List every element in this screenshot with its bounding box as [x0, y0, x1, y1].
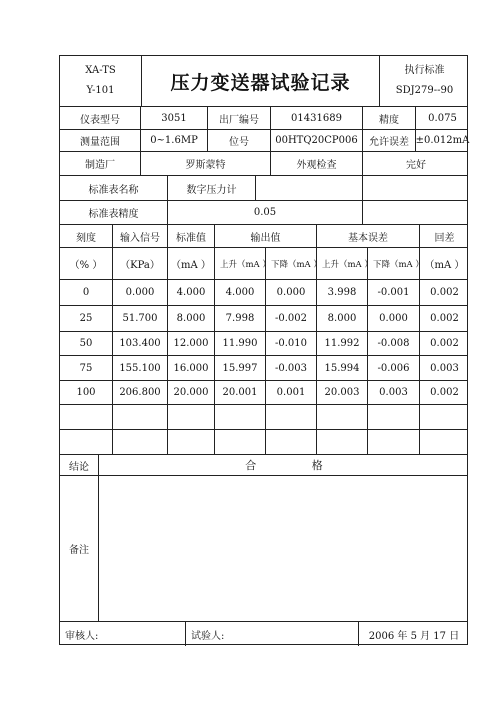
- cell-error-down: -0.001: [367, 280, 419, 305]
- cell-hyst: 0.002: [419, 381, 469, 404]
- std-name-row: [60, 175, 467, 200]
- std-acc-row: [60, 200, 467, 224]
- standard-cell: [379, 56, 469, 106]
- accuracy-value: 0.075: [415, 107, 469, 129]
- info-row-maker: [60, 151, 467, 175]
- cell-error-down: -0.006: [367, 356, 419, 380]
- unit-hyst: （mA ）: [419, 248, 469, 279]
- standard-value: SDJ279--90: [395, 85, 454, 96]
- cell-error-up: 3.998: [316, 280, 367, 305]
- unit-error-up: 上升（mA ）: [316, 248, 367, 279]
- col-input-header: 输入信号: [112, 225, 167, 247]
- unit-error-down: 下降（mA ）: [367, 248, 419, 279]
- col-output-header: 输出值: [214, 225, 316, 247]
- accuracy-label: 精度: [362, 107, 415, 129]
- cell-std: 12.000: [167, 332, 214, 355]
- cell-input: 51.700: [112, 306, 167, 331]
- table-row-blank: [60, 429, 467, 454]
- cell-hyst: 0.003: [419, 356, 469, 380]
- footer-row: [60, 621, 467, 646]
- cell-output-up: 7.998: [214, 306, 265, 331]
- cell-hyst: 0.002: [419, 280, 469, 305]
- remarks-content: [98, 476, 469, 621]
- cell-std: 16.000: [167, 356, 214, 380]
- cell-hyst: 0.002: [419, 332, 469, 355]
- cell-std: 8.000: [167, 306, 214, 331]
- col-error-header: 基本误差: [316, 225, 419, 247]
- table-row: [60, 279, 467, 305]
- table-row-blank: [60, 404, 467, 429]
- cell-output-down: 0.000: [265, 280, 316, 305]
- serial-value: 01431689: [270, 107, 362, 129]
- appearance-label: 外观检查: [270, 152, 362, 175]
- table-units-row: [60, 247, 467, 279]
- cell-error-up: 8.000: [316, 306, 367, 331]
- reviewer-label: 审核人:: [65, 630, 99, 642]
- cell-error-up: 20.003: [316, 381, 367, 404]
- cell-error-down: 0.003: [367, 381, 419, 404]
- cell-input: 206.800: [112, 381, 167, 404]
- serial-label: 出厂编号: [207, 107, 270, 129]
- cell-output-up: 11.990: [214, 332, 265, 355]
- conclusion-value: 合 格: [98, 455, 469, 475]
- conclusion-row: [60, 454, 467, 475]
- unit-scale: （% ）: [69, 260, 103, 271]
- cell-output-down: 0.001: [265, 381, 316, 404]
- table-header-row: [60, 224, 467, 247]
- table-row: [60, 355, 467, 380]
- cell-error-up: 11.992: [316, 332, 367, 355]
- tolerance-label: 允许误差: [362, 130, 415, 151]
- conclusion-label: 结论: [69, 461, 89, 473]
- doc-code-line2: Y-101: [86, 85, 115, 96]
- col-std-header: 标准值: [167, 225, 214, 247]
- cell-output-down: -0.010: [265, 332, 316, 355]
- info-row-model: [60, 106, 467, 129]
- range-label: 测量范围: [80, 137, 120, 148]
- col-scale-header: 刻度: [76, 232, 96, 244]
- table-row: [60, 331, 467, 355]
- table-row: [60, 380, 467, 404]
- unit-std: （mA ）: [167, 248, 214, 279]
- doc-code: [60, 56, 141, 106]
- cell-output-down: -0.003: [265, 356, 316, 380]
- cell-scale: 0: [82, 287, 90, 298]
- appearance-value: 完好: [362, 152, 469, 175]
- remarks-label: 备注: [69, 545, 89, 556]
- std-name-blank-2: [362, 176, 469, 200]
- remarks-row: [60, 475, 467, 621]
- std-acc-value: 0.05: [167, 201, 362, 224]
- std-acc-blank: [362, 201, 469, 224]
- cell-input: 0.000: [112, 280, 167, 305]
- cell-error-up: 15.994: [316, 356, 367, 380]
- model-label: 仪表型号: [80, 114, 120, 126]
- cell-hyst: 0.002: [419, 306, 469, 331]
- cell-error-down: -0.008: [367, 332, 419, 355]
- unit-output-down: 下降（mA ）: [265, 248, 316, 279]
- cell-output-up: 4.000: [214, 280, 265, 305]
- cell-error-down: 0.000: [367, 306, 419, 331]
- page-title: 压力变送器试验记录: [141, 56, 379, 106]
- model-value: 3051: [140, 107, 207, 129]
- col-hyst-header: 回差: [419, 225, 469, 247]
- standard-label: 执行标准: [404, 65, 445, 76]
- std-acc-label: 标准表精度: [88, 209, 139, 220]
- cell-output-up: 20.001: [214, 381, 265, 404]
- doc-code-line1: XA-TS: [85, 65, 116, 76]
- cell-input: 103.400: [112, 332, 167, 355]
- position-value: 00HTQ20CP006: [270, 130, 362, 151]
- cell-std: 20.000: [167, 381, 214, 404]
- maker-label: 制造厂: [85, 160, 115, 171]
- cell-scale: 25: [79, 313, 93, 324]
- position-label: 位号: [207, 130, 270, 151]
- cell-input: 155.100: [112, 356, 167, 380]
- unit-output-up: 上升（mA ）: [214, 248, 265, 279]
- cell-scale: 100: [76, 387, 96, 398]
- cell-scale: 75: [79, 362, 93, 374]
- table-row: [60, 305, 467, 331]
- test-record-form: [59, 55, 468, 645]
- std-name-label: 标准表名称: [88, 184, 139, 196]
- cell-output-down: -0.002: [265, 306, 316, 331]
- std-name-value: 数字压力计: [167, 176, 255, 200]
- cell-scale: 50: [79, 338, 93, 349]
- cell-output-up: 15.997: [214, 356, 265, 380]
- header-row: [60, 56, 467, 106]
- tester-label: 试验人:: [185, 622, 358, 646]
- cell-std: 4.000: [167, 280, 214, 305]
- record-date: 2006 年 5 月 17 日: [358, 622, 469, 646]
- info-row-range: [60, 129, 470, 151]
- unit-input: （KPa）: [112, 248, 167, 279]
- tolerance-value: ±0.012mA: [415, 130, 469, 151]
- std-name-blank-1: [255, 176, 362, 200]
- range-value: 0~1.6MP: [140, 130, 207, 151]
- maker-value: 罗斯蒙特: [140, 152, 270, 175]
